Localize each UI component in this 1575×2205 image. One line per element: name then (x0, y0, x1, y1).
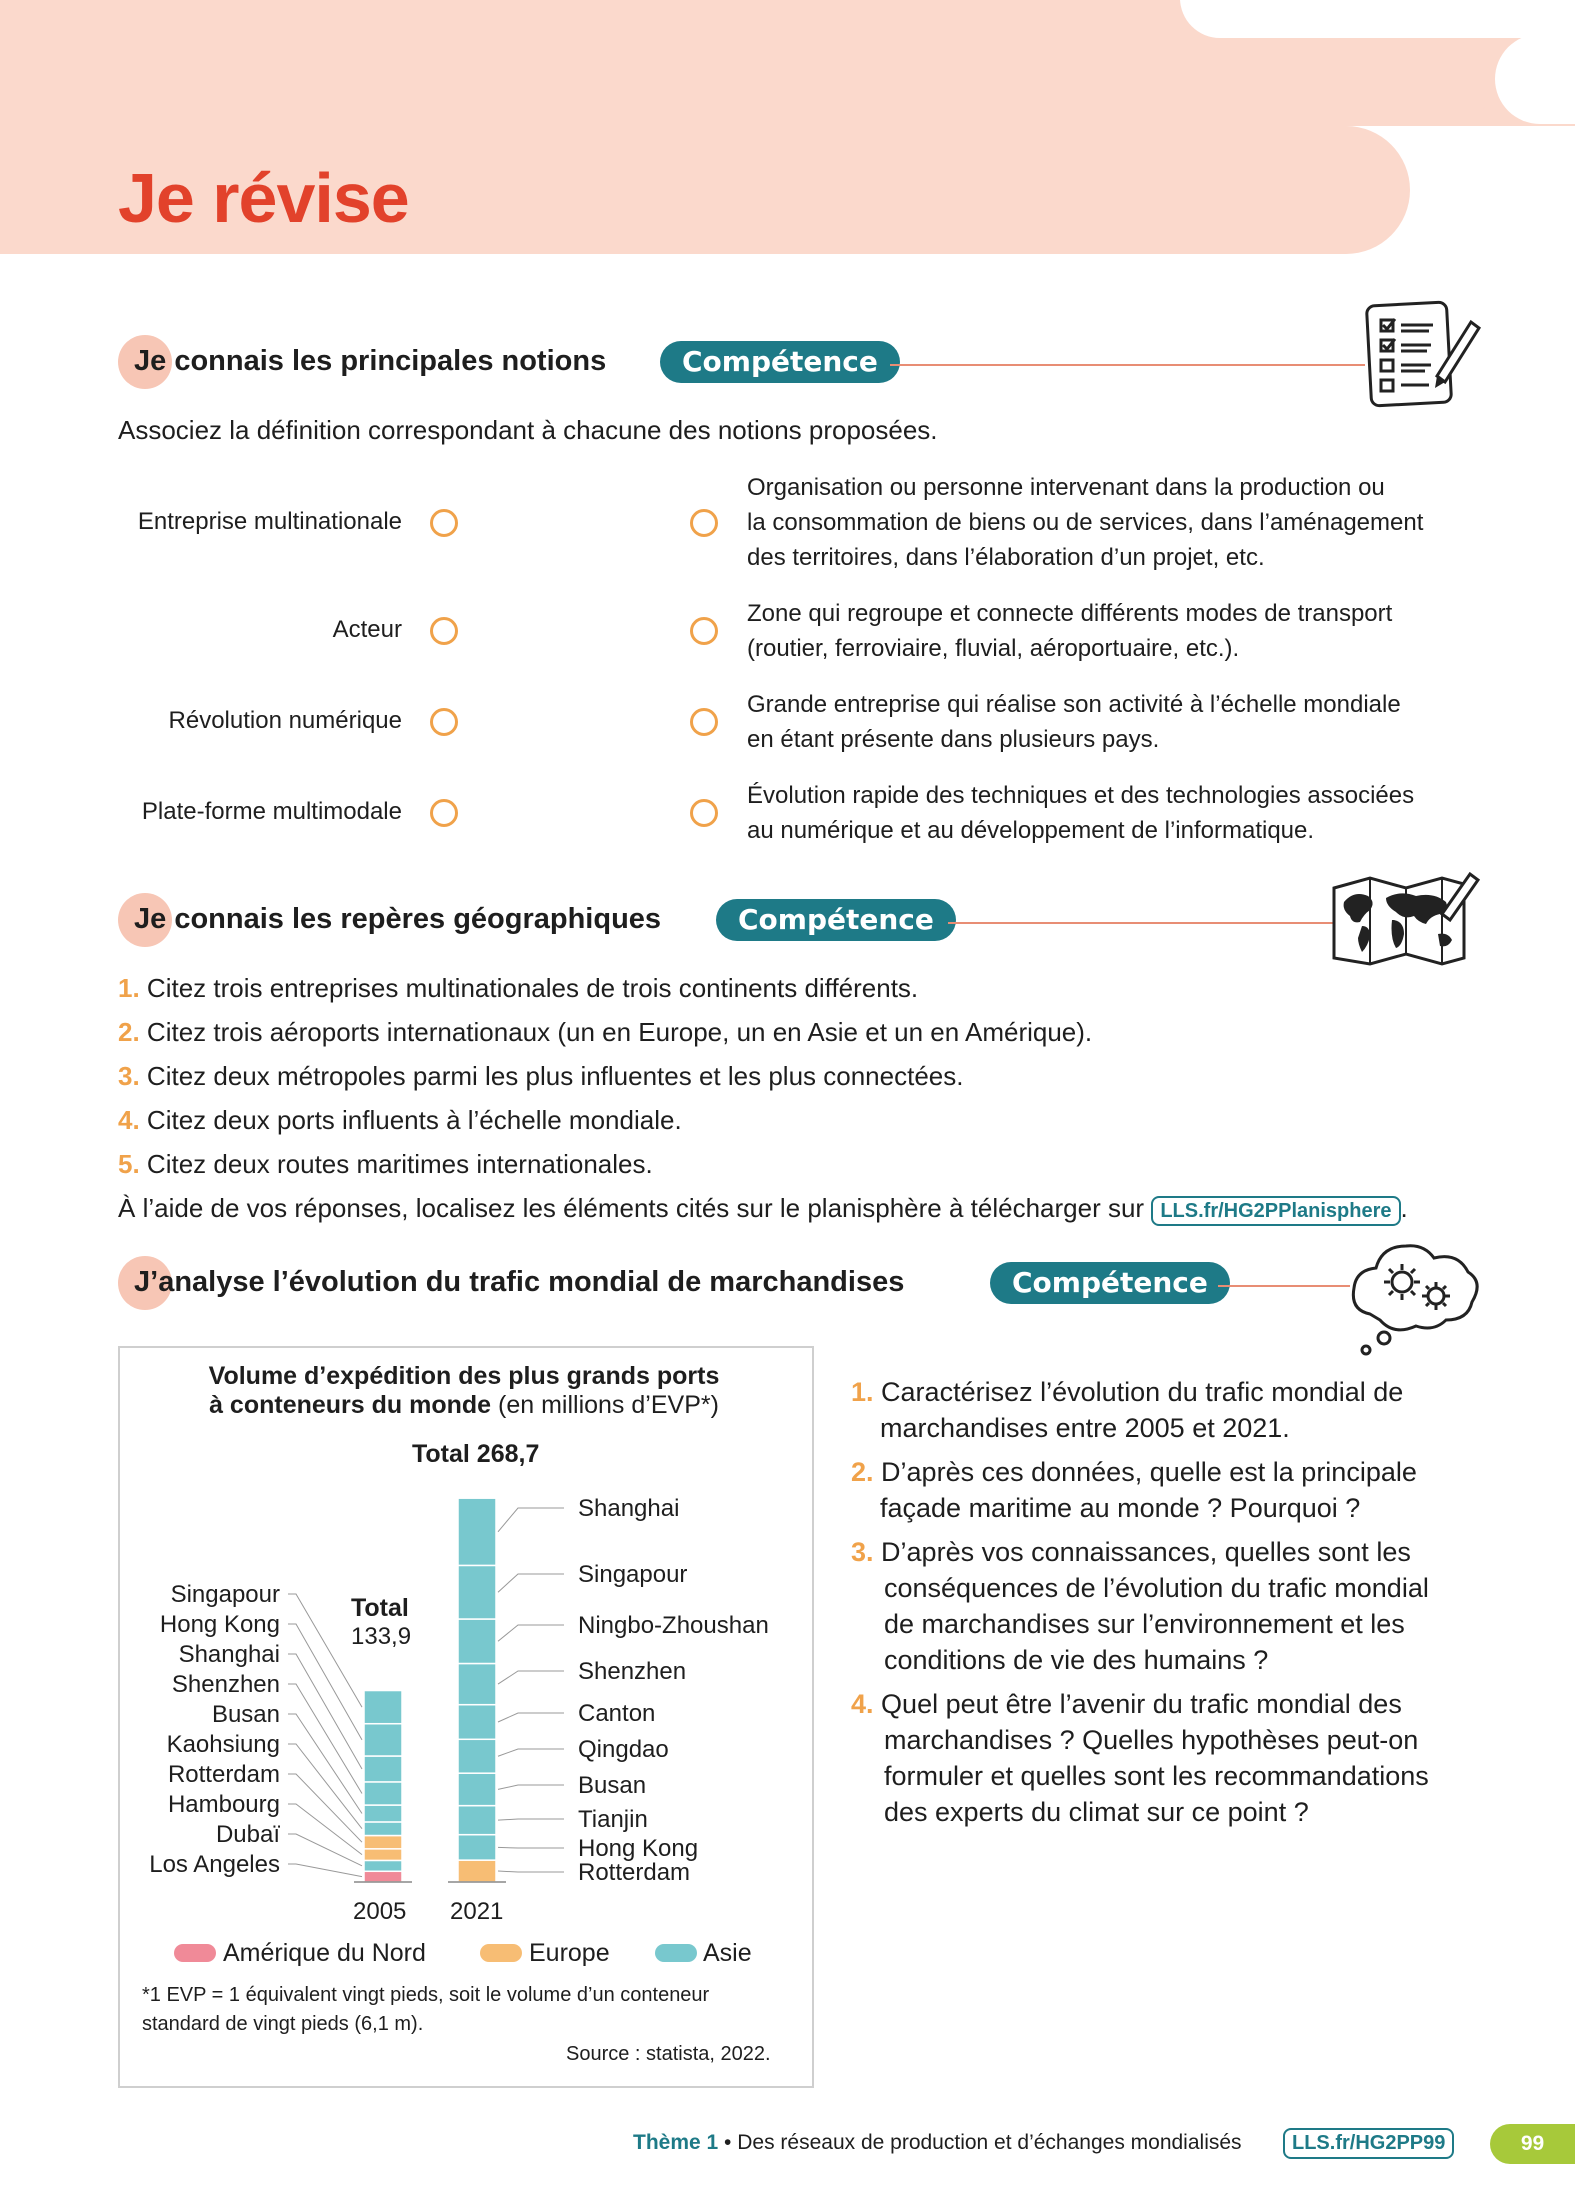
bar-segment-2005 (364, 1782, 402, 1805)
label-leader-line (498, 1574, 564, 1592)
reperes-question (118, 1149, 653, 1180)
reperes-question (118, 1061, 963, 1092)
legend-swatch-europe (480, 1944, 522, 1962)
bar-segment-2021 (458, 1498, 496, 1565)
reperes-question (118, 1017, 1092, 1048)
question-line: D’après ces données, quelle est la principale (881, 1457, 1417, 1487)
bar-segment-2021 (458, 1806, 496, 1835)
definition-line: au numérique et au développement de l’informatique. (747, 817, 1315, 844)
port-label-2021: Singapour (578, 1561, 688, 1588)
port-label-2021: Tianjin (578, 1806, 648, 1833)
question-number: 3. (851, 1537, 874, 1567)
bar-segment-2005 (364, 1836, 402, 1849)
port-label-2005: Busan (211, 1701, 280, 1728)
chart-footnote (142, 1981, 709, 2039)
reperes-question (118, 1105, 682, 1136)
bar-segment-2005 (364, 1849, 402, 1861)
definition-match-circle[interactable] (690, 708, 718, 736)
section-title-notions (134, 345, 606, 378)
label-leader-line (288, 1594, 362, 1707)
legend-label: Asie (703, 1939, 752, 1967)
theme-text: Des réseaux de production et d’échanges mondialisés (737, 2131, 1242, 2154)
definition-line: Évolution rapide des techniques et des technologies associées (747, 782, 1415, 809)
chart-title-bold: à conteneurs du monde (209, 1391, 492, 1419)
world-map-icon (1330, 870, 1482, 970)
label-leader-line (288, 1624, 362, 1740)
reperes-question (118, 973, 918, 1004)
label-leader-line (498, 1749, 564, 1756)
footnote-line: *1 EVP = 1 équivalent vingt pieds, soit le volume d’un conteneur (142, 1984, 710, 2006)
definition-line: (routier, ferroviaire, fluvial, aéroportuaire, etc.). (747, 635, 1240, 662)
question-line: marchandises ? Quelles hypothèses peut-on (884, 1725, 1419, 1755)
port-label-2021: Shenzhen (578, 1658, 687, 1685)
analyse-question (851, 1686, 1429, 1830)
theme-label: Thème 1 (633, 2131, 719, 2154)
label-leader-line (498, 1508, 564, 1532)
label-leader-line (498, 1785, 564, 1789)
reperes-closing (118, 1193, 1408, 1224)
question-line: conséquences de l’évolution du trafic mondial (884, 1573, 1429, 1603)
label-leader-line (498, 1847, 564, 1848)
question-text: Citez trois aéroports internationaux (un en Europe, un en Asie et un en Amérique). (146, 1017, 1093, 1047)
question-line: des experts du climat sur ce point ? (884, 1797, 1309, 1827)
definition-text (747, 596, 1392, 666)
question-number: 4. (118, 1105, 140, 1135)
label-leader-line (498, 1871, 564, 1872)
theme-separator: • (718, 2131, 738, 2154)
port-label-2021: Hong Kong (578, 1835, 699, 1862)
definition-text (747, 470, 1423, 575)
label-leader-line (288, 1744, 362, 1829)
stacked-bar-chart (118, 1346, 810, 1966)
question-number: 1. (851, 1377, 874, 1407)
section-title-reperes (134, 903, 661, 936)
definition-text (747, 687, 1401, 757)
term-label: Acteur (332, 616, 402, 643)
legend-swatch-north-america (174, 1944, 216, 1962)
chart-source: Source : statista, 2022. (566, 2043, 771, 2065)
total-label-2021: Total 268,7 (412, 1440, 540, 1468)
bar-segment-2005 (364, 1822, 402, 1836)
label-leader-line (498, 1713, 564, 1722)
legend-label: Amérique du Nord (223, 1939, 426, 1967)
question-text: Citez deux métropoles parmi les plus influentes et les plus connectées. (146, 1061, 964, 1091)
bar-segment-2005 (364, 1871, 402, 1882)
chart-title-unit: (en millions d’EVP*) (491, 1391, 719, 1419)
definition-line: Organisation ou personne intervenant dans la production ou (747, 474, 1385, 501)
port-label-2021: Ningbo-Zhoushan (578, 1612, 769, 1639)
footer-link[interactable]: LLS.fr/HG2PP99 (1283, 2128, 1454, 2159)
notions-instruction: Associez la définition correspondant à chacune des notions proposées. (118, 415, 938, 445)
term-match-circle[interactable] (430, 708, 458, 736)
definition-text (747, 778, 1414, 848)
total-word: Total (351, 1594, 409, 1622)
port-label-2005: Hambourg (167, 1791, 280, 1818)
question-number: 4. (851, 1689, 874, 1719)
bar-segment-2021 (458, 1705, 496, 1740)
section-title-analyse (134, 1266, 904, 1299)
competence-badge: Compétence (716, 899, 956, 941)
section-divider (1218, 1285, 1350, 1287)
analyse-question (851, 1454, 1417, 1526)
port-label-2005: Kaohsiung (166, 1731, 280, 1758)
closing-end: . (1400, 1193, 1408, 1223)
question-text: Citez deux routes maritimes internationales. (146, 1149, 653, 1179)
question-number: 2. (851, 1457, 874, 1487)
question-line: marchandises entre 2005 et 2021. (880, 1413, 1290, 1443)
question-line: D’après vos connaissances, quelles sont les (881, 1537, 1411, 1567)
closing-text: À l’aide de vos réponses, localisez les éléments cités sur le planisphère à télécharger sur (118, 1193, 1145, 1223)
port-label-2005: Hong Kong (159, 1611, 280, 1638)
port-label-2021: Busan (578, 1772, 647, 1799)
page-number: 99 (1490, 2124, 1575, 2164)
definition-line: Zone qui regroupe et connecte différents modes de transport (747, 600, 1393, 627)
term-label: Plate-forme multimodale (141, 798, 402, 825)
port-label-2021: Qingdao (578, 1736, 669, 1763)
bar-segment-2005 (364, 1691, 402, 1724)
question-number: 2. (118, 1017, 140, 1047)
x-tick-label: 2021 (450, 1898, 504, 1925)
section-title-rest: connais les principales notions (166, 345, 607, 377)
label-leader-line (288, 1654, 362, 1769)
question-number: 3. (118, 1061, 140, 1091)
port-label-2005: Shanghai (178, 1641, 280, 1668)
port-label-2005: Singapour (170, 1581, 280, 1608)
definition-line: des territoires, dans l’élaboration d’un projet, etc. (747, 544, 1265, 571)
section-title-lead: Je (134, 345, 167, 377)
competence-badge: Compétence (660, 341, 900, 383)
port-label-2021: Canton (578, 1700, 656, 1727)
section-title-lead: J’ (134, 1266, 159, 1298)
port-label-2005: Shenzhen (171, 1671, 280, 1698)
term-match-circle[interactable] (430, 509, 458, 537)
question-text: Citez trois entreprises multinationales de trois continents différents. (146, 973, 919, 1003)
bar-segment-2021 (458, 1663, 496, 1704)
question-line: Caractérisez l’évolution du trafic mondial de (881, 1377, 1404, 1407)
label-leader-line (288, 1834, 362, 1866)
definition-match-circle[interactable] (690, 617, 718, 645)
bar-segment-2021 (458, 1619, 496, 1663)
label-leader-line (288, 1774, 362, 1842)
port-label-2005: Rotterdam (167, 1761, 280, 1788)
question-text: Citez deux ports influents à l’échelle mondiale. (146, 1105, 682, 1135)
definition-match-circle[interactable] (690, 509, 718, 537)
section-title-rest: analyse l’évolution du trafic mondial de marchandises (158, 1266, 905, 1298)
question-line: de marchandises sur l’environnement et les (884, 1609, 1405, 1639)
thinking-gears-icon (1346, 1236, 1484, 1360)
definition-line: la consommation de biens ou de services, dans l’aménagement (747, 509, 1424, 536)
bar-segment-2021 (458, 1739, 496, 1773)
question-number: 5. (118, 1149, 140, 1179)
legend-label: Europe (529, 1939, 610, 1967)
footer-theme (633, 2131, 1242, 2155)
port-label-2021: Shanghai (578, 1495, 680, 1522)
analyse-question (851, 1374, 1403, 1446)
label-leader-line (288, 1864, 362, 1877)
label-leader-line (498, 1625, 564, 1641)
header-cloud-shape (1180, 126, 1410, 254)
analyse-question (851, 1534, 1429, 1678)
bar-segment-2005 (364, 1805, 402, 1822)
bar-segment-2021 (458, 1835, 496, 1860)
chart-title-line1: Volume d’expédition des plus grands ports (208, 1362, 720, 1390)
term-label: Révolution numérique (168, 707, 402, 734)
footnote-line: standard de vingt pieds (6,1 m). (142, 2013, 424, 2035)
section-title-lead: Je (134, 903, 167, 935)
definition-line: en étant présente dans plusieurs pays. (747, 726, 1160, 753)
bar-segment-2021 (458, 1860, 496, 1882)
question-line: façade maritime au monde ? Pourquoi ? (880, 1493, 1361, 1523)
header-cloud-shape (1495, 34, 1575, 124)
port-label-2005: Los Angeles (149, 1851, 280, 1878)
definition-match-circle[interactable] (690, 799, 718, 827)
question-number: 1. (118, 973, 140, 1003)
definition-line: Grande entreprise qui réalise son activité à l’échelle mondiale (747, 691, 1401, 718)
question-line: Quel peut être l’avenir du trafic mondial des (881, 1689, 1402, 1719)
bar-segment-2021 (458, 1773, 496, 1805)
legend-swatch-asia (655, 1944, 697, 1962)
section-divider (948, 922, 1333, 924)
section-title-rest: connais les repères géographiques (166, 903, 662, 935)
bar-segment-2005 (364, 1724, 402, 1756)
term-match-circle[interactable] (430, 799, 458, 827)
bar-segment-2021 (458, 1565, 496, 1619)
port-label-2021: Rotterdam (578, 1859, 691, 1886)
port-label-2005: Dubaï (215, 1821, 280, 1848)
header-cloud-shape (1180, 38, 1490, 132)
total-value: 133,9 (351, 1623, 412, 1650)
planisphere-link[interactable]: LLS.fr/HG2PPlanisphere (1151, 1196, 1400, 1226)
label-leader-line (288, 1714, 362, 1814)
label-leader-line (498, 1671, 564, 1684)
question-line: conditions de vie des humains ? (884, 1645, 1269, 1675)
section-divider (890, 364, 1365, 366)
label-leader-line (498, 1819, 564, 1820)
term-label: Entreprise multinationale (137, 508, 402, 535)
term-match-circle[interactable] (430, 617, 458, 645)
competence-badge: Compétence (990, 1262, 1230, 1304)
label-leader-line (288, 1804, 362, 1855)
page-title: Je révise (118, 159, 409, 237)
checklist-icon (1365, 298, 1483, 413)
x-tick-label: 2005 (353, 1898, 407, 1925)
bar-segment-2005 (364, 1756, 402, 1782)
question-line: formuler et quelles sont les recommandations (884, 1761, 1429, 1791)
bar-segment-2005 (364, 1860, 402, 1871)
header-cloud-shape (1180, 0, 1575, 38)
